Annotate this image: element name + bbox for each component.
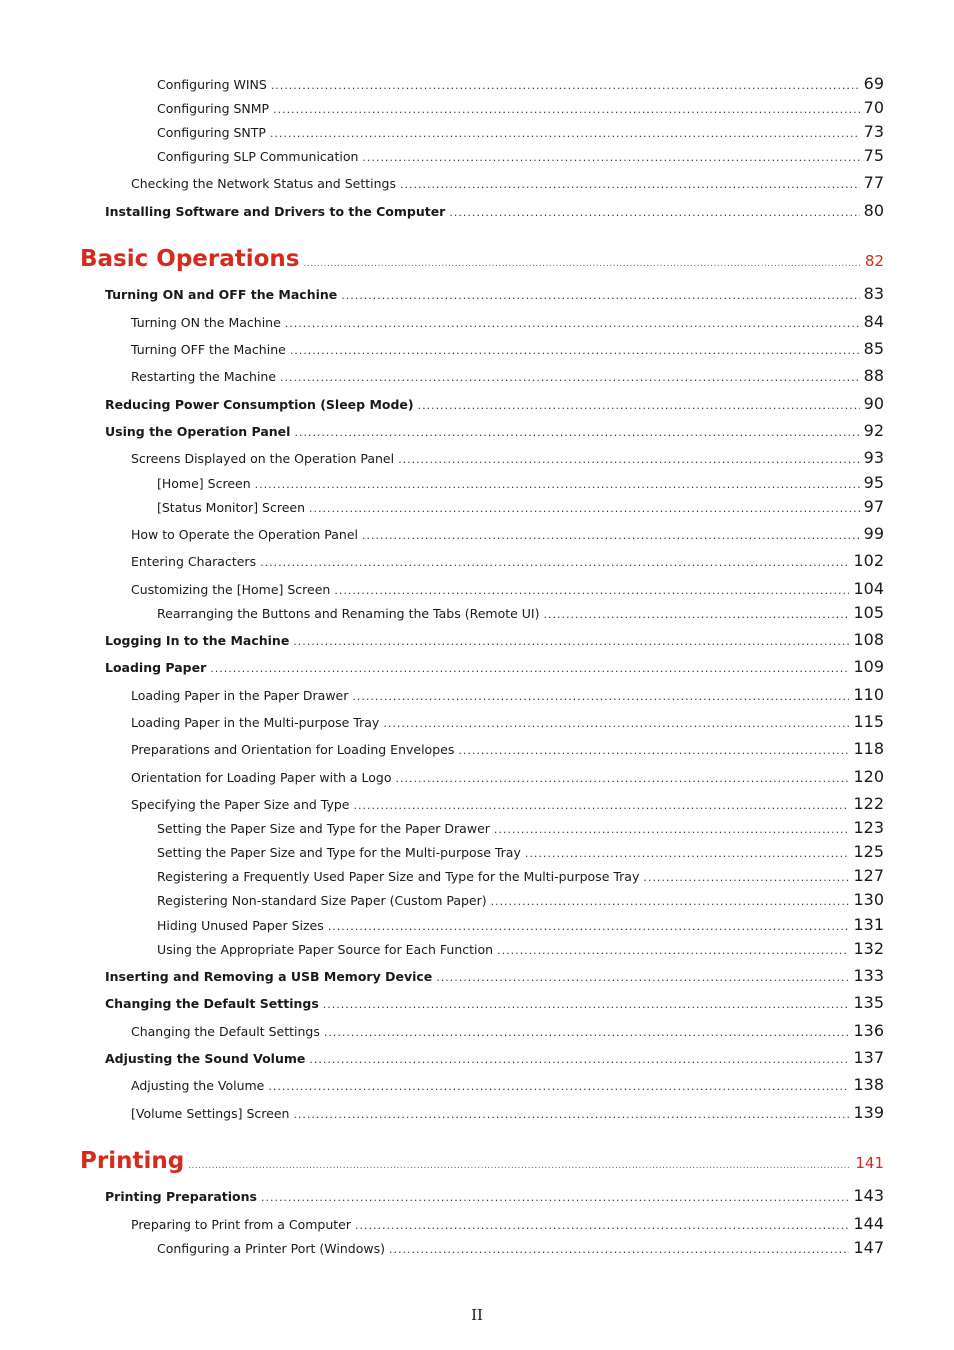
dot-leader bbox=[268, 1080, 849, 1093]
dot-leader bbox=[328, 920, 850, 933]
toc-entry-title: Printing bbox=[80, 1148, 185, 1174]
toc-entry-level-3[interactable] bbox=[157, 74, 884, 93]
dot-leader bbox=[353, 799, 849, 812]
toc-entry-title: Using the Appropriate Paper Source for Each Function bbox=[157, 942, 494, 957]
toc-entry-level-1[interactable] bbox=[105, 966, 884, 985]
dot-leader bbox=[544, 608, 850, 621]
toc-entry-title: Loading Paper in the Paper Drawer bbox=[131, 688, 349, 703]
dot-leader bbox=[449, 206, 859, 219]
toc-entry-level-2[interactable] bbox=[131, 1103, 884, 1122]
toc-page-number: 136 bbox=[853, 1021, 884, 1040]
toc-entry-level-1[interactable] bbox=[105, 1048, 884, 1067]
toc-entry-level-2[interactable] bbox=[131, 739, 884, 758]
toc-page-number: 125 bbox=[853, 842, 884, 861]
toc-entry-title: Using the Operation Panel bbox=[105, 424, 291, 439]
toc-entry-title: Adjusting the Sound Volume bbox=[105, 1051, 306, 1066]
dot-leader bbox=[290, 344, 860, 357]
toc-entry-level-2[interactable] bbox=[131, 767, 884, 786]
toc-page-number: 110 bbox=[853, 685, 884, 704]
toc-page-number: 104 bbox=[853, 579, 884, 598]
toc-entry-title: Checking the Network Status and Settings bbox=[131, 176, 396, 191]
dot-leader bbox=[400, 178, 860, 191]
toc-page-number: 147 bbox=[853, 1238, 884, 1257]
toc-entry-title: Changing the Default Settings bbox=[131, 1024, 320, 1039]
dot-leader bbox=[188, 1161, 851, 1171]
toc-chapter-heading[interactable] bbox=[80, 246, 884, 272]
dot-leader bbox=[260, 556, 849, 569]
toc-entry-level-3[interactable] bbox=[157, 146, 884, 165]
toc-entry-title: Rearranging the Buttons and Renaming the Tabs (Remote UI) bbox=[157, 606, 540, 621]
dot-leader bbox=[352, 690, 849, 703]
toc-entry-level-1[interactable] bbox=[105, 201, 884, 220]
toc-page-number: 120 bbox=[853, 767, 884, 786]
toc-entry-title: Loading Paper in the Multi-purpose Tray bbox=[131, 715, 380, 730]
toc-page-number: 90 bbox=[863, 394, 884, 413]
toc-page-number: 93 bbox=[863, 448, 884, 467]
toc-page-number: 88 bbox=[863, 366, 884, 385]
dot-leader bbox=[341, 289, 859, 302]
dot-leader bbox=[293, 1108, 849, 1121]
toc-entry-level-2[interactable] bbox=[131, 339, 884, 358]
toc-page-number: 83 bbox=[863, 284, 884, 303]
dot-leader bbox=[383, 717, 849, 730]
toc-entry-level-1[interactable] bbox=[105, 657, 884, 676]
toc-entry-level-2[interactable] bbox=[131, 551, 884, 570]
toc-entry-title: Restarting the Machine bbox=[131, 369, 277, 384]
toc-entry-level-1[interactable] bbox=[105, 394, 884, 413]
toc-page-number: 141 bbox=[855, 1154, 884, 1172]
toc-entry-title: Inserting and Removing a USB Memory Device bbox=[105, 969, 433, 984]
toc-entry-title: Registering a Frequently Used Paper Size and Type for the Multi-purpose Tray bbox=[157, 869, 640, 884]
toc-entry-title: [Status Monitor] Screen bbox=[157, 500, 306, 515]
dot-leader bbox=[309, 1053, 849, 1066]
toc-entry-title: Preparations and Orientation for Loading Envelopes bbox=[131, 742, 455, 757]
toc-page-number: 109 bbox=[853, 657, 884, 676]
toc-entry-title: Logging In to the Machine bbox=[105, 633, 290, 648]
toc-entry-title: Orientation for Loading Paper with a Logo bbox=[131, 770, 392, 785]
toc-entry-level-2[interactable] bbox=[131, 1075, 884, 1094]
toc-page-number: 135 bbox=[853, 993, 884, 1012]
toc-entry-level-3[interactable] bbox=[157, 890, 884, 909]
toc-page-number: 69 bbox=[863, 74, 884, 93]
dot-leader bbox=[398, 453, 860, 466]
toc-entry-level-2[interactable] bbox=[131, 1214, 884, 1233]
toc-entry-level-1[interactable] bbox=[105, 284, 884, 303]
toc-page-number: 139 bbox=[853, 1103, 884, 1122]
toc-entry-title: Basic Operations bbox=[80, 246, 300, 272]
toc-entry-title: Configuring SLP Communication bbox=[157, 149, 359, 164]
toc-entry-title: Turning OFF the Machine bbox=[131, 342, 286, 357]
toc-page-number: 84 bbox=[863, 312, 884, 331]
toc-entry-level-2[interactable] bbox=[131, 524, 884, 543]
toc-entry-title: Loading Paper bbox=[105, 660, 207, 675]
dot-leader bbox=[304, 259, 861, 269]
dot-leader bbox=[418, 399, 860, 412]
toc-entry-title: Configuring a Printer Port (Windows) bbox=[157, 1241, 385, 1256]
toc-entry-title: Changing the Default Settings bbox=[105, 996, 319, 1011]
toc-entry-title: Specifying the Paper Size and Type bbox=[131, 797, 350, 812]
dot-leader bbox=[334, 584, 849, 597]
dot-leader bbox=[294, 426, 859, 439]
dot-leader bbox=[293, 635, 849, 648]
toc-page-number: 143 bbox=[853, 1186, 884, 1205]
toc-page-number: 130 bbox=[853, 890, 884, 909]
toc-page-number: 75 bbox=[863, 146, 884, 165]
dot-leader bbox=[309, 502, 860, 515]
toc-entry-level-3[interactable] bbox=[157, 818, 884, 837]
toc-entry-title: Configuring SNMP bbox=[157, 101, 270, 116]
toc-entry-level-1[interactable] bbox=[105, 1186, 884, 1205]
dot-leader bbox=[494, 823, 850, 836]
toc-entry-level-3[interactable] bbox=[157, 939, 884, 958]
toc-entry-level-3[interactable] bbox=[157, 122, 884, 141]
toc-entry-level-2[interactable] bbox=[131, 685, 884, 704]
toc-entry-level-3[interactable] bbox=[157, 866, 884, 885]
toc-entry-level-2[interactable] bbox=[131, 448, 884, 467]
toc-page-number: 95 bbox=[863, 473, 884, 492]
dot-leader bbox=[389, 1243, 849, 1256]
dot-leader bbox=[362, 529, 860, 542]
toc-page-number: 97 bbox=[863, 497, 884, 516]
toc-entry-title: Hiding Unused Paper Sizes bbox=[157, 918, 324, 933]
toc-page-number: 70 bbox=[863, 98, 884, 117]
toc-page-number: 82 bbox=[864, 252, 884, 270]
toc-entry-title: Configuring WINS bbox=[157, 77, 267, 92]
toc-entry-level-2[interactable] bbox=[131, 794, 884, 813]
toc-entry-level-3[interactable] bbox=[157, 98, 884, 117]
toc-page-number: 132 bbox=[853, 939, 884, 958]
toc-entry-title: Screens Displayed on the Operation Panel bbox=[131, 451, 395, 466]
toc-page-number: 85 bbox=[863, 339, 884, 358]
toc-entry-title: [Home] Screen bbox=[157, 476, 251, 491]
toc-page-number: 137 bbox=[853, 1048, 884, 1067]
toc-page-number: 102 bbox=[853, 551, 884, 570]
toc-chapter-heading[interactable] bbox=[80, 1148, 884, 1174]
toc-entry-title: Reducing Power Consumption (Sleep Mode) bbox=[105, 397, 414, 412]
toc-entry-level-2[interactable] bbox=[131, 1021, 884, 1040]
dot-leader bbox=[324, 1026, 850, 1039]
toc-entry-title: Setting the Paper Size and Type for the Paper Drawer bbox=[157, 821, 490, 836]
toc-entry-title: Turning ON and OFF the Machine bbox=[105, 287, 338, 302]
toc-entry-level-3[interactable] bbox=[157, 915, 884, 934]
toc-entry-level-3[interactable] bbox=[157, 497, 884, 516]
toc-page-number: 92 bbox=[863, 421, 884, 440]
toc-page-number: 138 bbox=[853, 1075, 884, 1094]
toc-entry-title: [Volume Settings] Screen bbox=[131, 1106, 290, 1121]
dot-leader bbox=[643, 871, 849, 884]
toc-page-number: 115 bbox=[853, 712, 884, 731]
toc-page-number: 80 bbox=[863, 201, 884, 220]
dot-leader bbox=[491, 895, 850, 908]
toc-entry-level-1[interactable] bbox=[105, 993, 884, 1012]
toc-entry-title: Adjusting the Volume bbox=[131, 1078, 265, 1093]
toc-entry-title: Preparing to Print from a Computer bbox=[131, 1217, 351, 1232]
dot-leader bbox=[436, 971, 849, 984]
toc-entry-level-3[interactable] bbox=[157, 473, 884, 492]
toc-entry-level-2[interactable] bbox=[131, 366, 884, 385]
toc-entry-level-3[interactable] bbox=[157, 603, 884, 622]
dot-leader bbox=[355, 1219, 849, 1232]
toc-entry-title: Configuring SNTP bbox=[157, 125, 266, 140]
page-number-folio: II bbox=[471, 1306, 483, 1324]
toc-page-number: 73 bbox=[863, 122, 884, 141]
toc-page-number: 131 bbox=[853, 915, 884, 934]
toc-entry-title: Setting the Paper Size and Type for the Multi-purpose Tray bbox=[157, 845, 521, 860]
toc-page-number: 99 bbox=[863, 524, 884, 543]
toc-entry-title: How to Operate the Operation Panel bbox=[131, 527, 358, 542]
dot-leader bbox=[285, 317, 860, 330]
toc-page-number: 118 bbox=[853, 739, 884, 758]
toc-page-number: 77 bbox=[863, 173, 884, 192]
dot-leader bbox=[255, 478, 860, 491]
dot-leader bbox=[323, 998, 850, 1011]
toc-page-number: 133 bbox=[853, 966, 884, 985]
toc-entry-level-3[interactable] bbox=[157, 842, 884, 861]
toc-entry-title: Entering Characters bbox=[131, 554, 257, 569]
dot-leader bbox=[280, 371, 860, 384]
toc-entry-title: Turning ON the Machine bbox=[131, 315, 281, 330]
dot-leader bbox=[273, 103, 860, 116]
dot-leader bbox=[210, 662, 849, 675]
dot-leader bbox=[261, 1191, 850, 1204]
toc-entry-level-3[interactable] bbox=[157, 1238, 884, 1257]
toc-entry-level-2[interactable] bbox=[131, 173, 884, 192]
toc-entry-level-2[interactable] bbox=[131, 712, 884, 731]
dot-leader bbox=[270, 127, 860, 140]
toc-entry-title: Installing Software and Drivers to the Computer bbox=[105, 204, 446, 219]
dot-leader bbox=[525, 847, 850, 860]
toc-entry-level-1[interactable] bbox=[105, 630, 884, 649]
dot-leader bbox=[362, 151, 859, 164]
dot-leader bbox=[395, 772, 849, 785]
toc-page-number: 144 bbox=[853, 1214, 884, 1233]
dot-leader bbox=[271, 79, 860, 92]
toc-entry-level-2[interactable] bbox=[131, 312, 884, 331]
toc-page-number: 108 bbox=[853, 630, 884, 649]
toc-page-number: 122 bbox=[853, 794, 884, 813]
toc-entry-title: Customizing the [Home] Screen bbox=[131, 582, 331, 597]
toc-entry-level-2[interactable] bbox=[131, 579, 884, 598]
toc-page-number: 105 bbox=[853, 603, 884, 622]
toc-page-number: 123 bbox=[853, 818, 884, 837]
dot-leader bbox=[497, 944, 849, 957]
toc-entry-title: Registering Non-standard Size Paper (Custom Paper) bbox=[157, 893, 487, 908]
toc-entry-title: Printing Preparations bbox=[105, 1189, 257, 1204]
toc-entry-level-1[interactable] bbox=[105, 421, 884, 440]
toc-page-number: 127 bbox=[853, 866, 884, 885]
dot-leader bbox=[458, 744, 849, 757]
